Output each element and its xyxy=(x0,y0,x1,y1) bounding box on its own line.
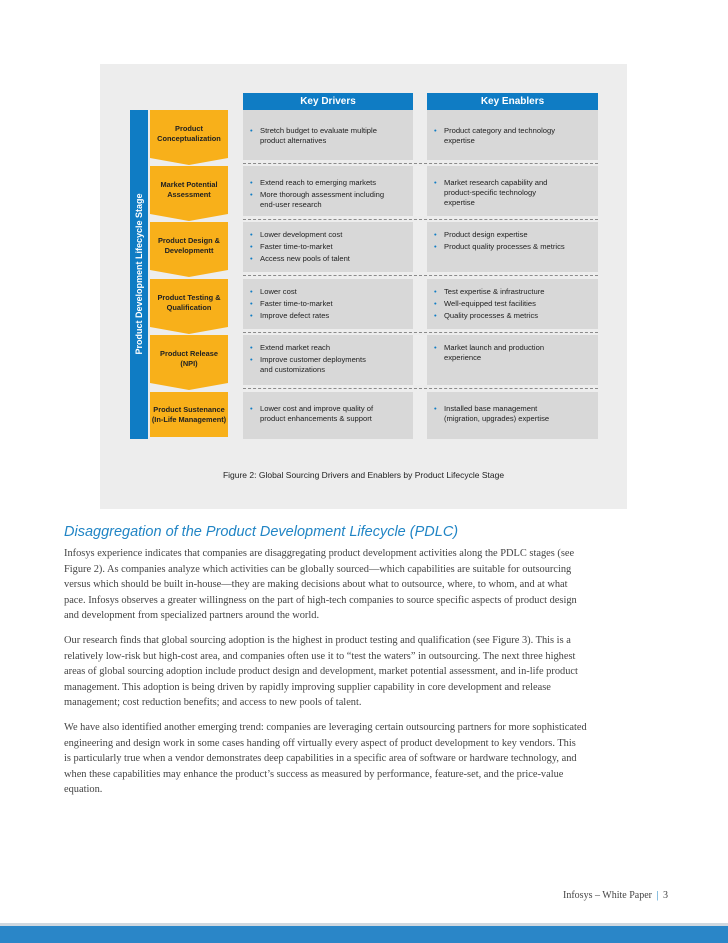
paragraph-line: management. This adoption is being driven by rapidly improving supplier capability in core development and release xyxy=(64,681,551,693)
stage-label xyxy=(150,180,228,200)
chevron-arrow xyxy=(150,270,228,277)
paragraph-line: pace. Infosys observes a greater willingness on the part of high-tech companies to source specific aspects of product design xyxy=(64,594,577,606)
bullet-item xyxy=(433,311,593,321)
stage-label xyxy=(150,124,228,144)
stage-label xyxy=(150,236,228,256)
stage-label-line: Assessment xyxy=(167,190,211,199)
column-gap xyxy=(413,279,427,329)
bullet-item xyxy=(433,178,593,208)
bullet-line: • Extend market reach xyxy=(260,343,331,352)
bullet-line: • Product quality processes & metrics xyxy=(444,242,565,251)
paragraph-line: relatively low-risk but high-cost area, and companies often use it to “test the waters” in outsourcing. The next three highest xyxy=(64,650,576,662)
paragraph-line: Our research finds that global sourcing adoption is the highest in product testing and qualification (see Figure 3). This is a xyxy=(64,635,571,646)
bullet-line: • Improve defect rates xyxy=(260,311,330,320)
bullet-item xyxy=(249,355,409,375)
enablers-cell xyxy=(433,178,593,210)
stage-label xyxy=(150,405,228,425)
drivers-cell xyxy=(249,178,409,212)
column-gap xyxy=(413,166,427,216)
column-gap xyxy=(413,110,427,160)
figure-caption: Figure 2: Global Sourcing Drivers and Enablers by Product Lifecycle Stage xyxy=(222,470,505,480)
bullet-line: product alternatives xyxy=(260,136,327,145)
bullet-item xyxy=(433,343,593,363)
bullet-line: • Quality processes & metrics xyxy=(444,311,539,320)
row-divider xyxy=(243,219,598,220)
stage-label-line: Qualification xyxy=(166,303,212,312)
page-footer xyxy=(563,890,668,901)
stage-label xyxy=(150,349,228,369)
paragraph-line: versus which should be built in-house—they are making decisions about what to outsource, where, to whom, and at what xyxy=(64,579,568,591)
bullet-line: • Lower development cost xyxy=(260,230,343,239)
bullet-line: end-user research xyxy=(260,200,322,209)
paragraph-line: We have also identified another emerging trend: companies are leveraging certain outsourcing partners for more sophisticated xyxy=(64,722,587,733)
bullet-item xyxy=(433,404,593,424)
chevron-arrow xyxy=(150,158,228,165)
bullet-item xyxy=(249,230,409,240)
bullet-item xyxy=(249,190,409,210)
bullet-item xyxy=(249,254,409,264)
chevron-arrow xyxy=(150,327,228,334)
bullet-line: • Test expertise & infrastructure xyxy=(444,287,545,296)
stage-label-line: Conceptualization xyxy=(157,134,221,143)
paragraph-line: equation. xyxy=(64,784,103,796)
chevron-arrow xyxy=(150,214,228,221)
bullet-item xyxy=(433,287,593,297)
stage-label-line: (In-Life Management) xyxy=(151,414,227,424)
paragraph-line: and development from specialized partners around the world. xyxy=(64,610,320,622)
stage-label-line: Product Sustenance xyxy=(153,404,225,414)
drivers-cell xyxy=(249,287,409,323)
bullet-line: • Product category and technology xyxy=(444,126,556,135)
row-divider xyxy=(243,388,598,389)
bullet-item xyxy=(249,242,409,252)
bullet-item xyxy=(249,343,409,353)
bullet-line: experience xyxy=(444,353,482,362)
bullet-line: (migration, upgrades) expertise xyxy=(444,414,550,423)
paragraph-line: management; cost reduction benefits; and access to new pools of talent. xyxy=(64,697,362,709)
key-enablers-header: Key Enablers xyxy=(427,93,598,110)
paragraph xyxy=(64,633,668,711)
drivers-cell xyxy=(249,126,409,148)
bullet-line: • Lower cost and improve quality of xyxy=(260,404,374,413)
stage-label-line: Product xyxy=(175,124,203,133)
chevron-arrow xyxy=(150,383,228,390)
column-gap xyxy=(413,222,427,272)
bullet-line: expertise xyxy=(444,198,475,207)
bullet-line: • Improve customer deployments xyxy=(260,355,366,364)
footer-title: Infosys – White Paper xyxy=(563,890,652,901)
paragraph-line: is particularly true when a vendor demonstrates deep capabilities in a specific area of software or hardware technology, and xyxy=(64,753,577,765)
bullet-line: • Extend reach to emerging markets xyxy=(260,178,377,187)
stage-label-line: Developmentt xyxy=(164,246,214,255)
enablers-cell xyxy=(433,343,593,365)
stage-label-line: Product Release xyxy=(160,349,218,358)
bullet-item xyxy=(249,126,409,146)
stage-label-line: (NPI) xyxy=(180,359,198,368)
footer-separator: | xyxy=(656,890,659,901)
footer-band xyxy=(0,926,728,943)
paragraph xyxy=(64,546,668,624)
bullet-line: product-specific technology xyxy=(444,188,537,197)
bullet-line: • Stretch budget to evaluate multiple xyxy=(260,126,377,135)
drivers-cell xyxy=(249,343,409,377)
bullet-line: • Market research capability and xyxy=(444,178,548,187)
bullet-line: • Faster time-to-market xyxy=(260,299,333,308)
paragraph-line: engineering and design work in some cases handing off virtually every aspect of product development to key vendors. This xyxy=(64,737,576,749)
bullet-item xyxy=(249,311,409,321)
bullet-line: • Well-equipped test facilities xyxy=(444,299,536,308)
stage-label xyxy=(150,293,228,313)
page-number: 3 xyxy=(663,890,668,901)
bullet-item xyxy=(249,404,409,424)
paragraph-line: when these capabilities may enhance the product’s success as measured by performance, feature-set, and the price-value xyxy=(64,768,564,780)
bullet-item xyxy=(433,230,593,240)
column-gap xyxy=(413,335,427,385)
bullet-item xyxy=(433,242,593,252)
drivers-cell xyxy=(249,404,409,426)
bullet-item xyxy=(249,178,409,188)
bullet-line: • Faster time-to-market xyxy=(260,242,333,251)
stage-label-line: Product Design & xyxy=(157,236,220,245)
row-divider xyxy=(243,163,598,164)
enablers-cell xyxy=(433,126,593,148)
paragraph xyxy=(64,720,668,798)
drivers-cell xyxy=(249,230,409,266)
bullet-line: product enhancements & support xyxy=(260,414,372,423)
bullet-line: • Product design expertise xyxy=(444,230,528,239)
stage-label-line: Market Potential xyxy=(160,180,218,189)
enablers-cell xyxy=(433,230,593,254)
stage-label-line: Product Testing & xyxy=(157,293,221,302)
key-drivers-header: Key Drivers xyxy=(243,93,413,110)
bullet-line: • Market launch and production xyxy=(444,343,545,352)
row-divider xyxy=(243,332,598,333)
bullet-line: • More thorough assessment including xyxy=(260,190,385,199)
bullet-line: • Installed base management xyxy=(444,404,538,413)
section-heading: Disaggregation of the Product Development Lifecycle (PDLC) xyxy=(64,524,459,540)
paragraph-line: areas of global sourcing adoption include product design and development, market potential assessment, and in-life product xyxy=(64,666,578,678)
row-divider xyxy=(243,275,598,276)
bullet-item xyxy=(433,299,593,309)
enablers-cell xyxy=(433,404,593,426)
bullet-line: • Lower cost xyxy=(260,287,297,296)
enablers-cell xyxy=(433,287,593,323)
bullet-item xyxy=(433,126,593,146)
bullet-line: and customizations xyxy=(260,365,326,374)
vertical-axis-label: Product Development Lifecycle Stage xyxy=(134,193,144,355)
bullet-line: expertise xyxy=(444,136,475,145)
bullet-item xyxy=(249,299,409,309)
column-gap xyxy=(413,392,427,439)
bullet-line: • Access new pools of talent xyxy=(260,254,350,263)
paragraph-line: Infosys experience indicates that companies are disaggregating product development activities along the PDLC stages (see xyxy=(64,548,575,559)
bullet-item xyxy=(249,287,409,297)
paragraph-line: Figure 2). As companies analyze which activities can be globally sourced—which capabilities are suitable for outsourcing xyxy=(64,563,572,575)
